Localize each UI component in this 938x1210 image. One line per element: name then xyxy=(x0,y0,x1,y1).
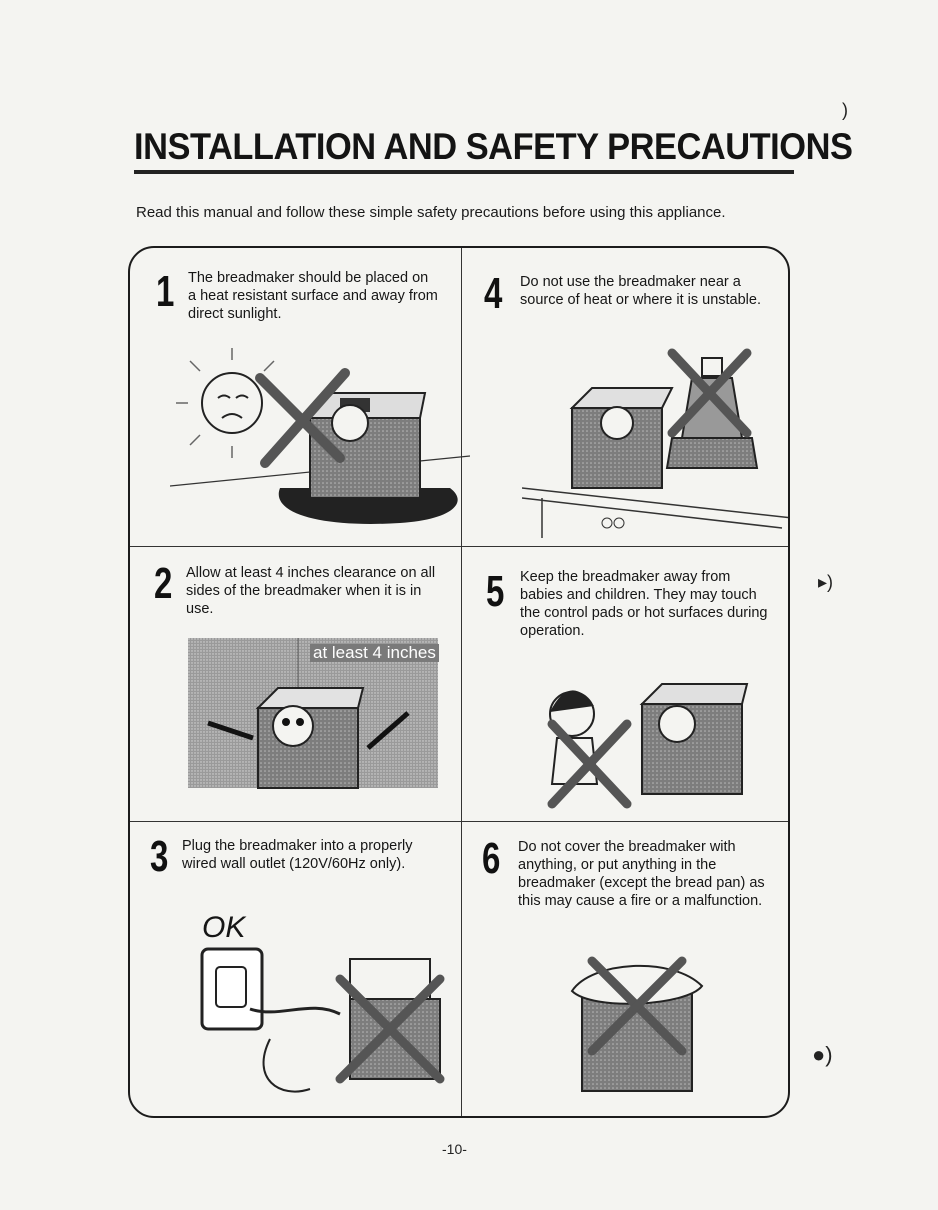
page-number: -10- xyxy=(442,1141,467,1157)
precaution-number: 1 xyxy=(156,267,175,316)
precaution-number: 3 xyxy=(150,832,169,881)
precaution-2 xyxy=(130,546,460,821)
edge-mark-middle: ▸) xyxy=(818,572,834,592)
clearance-callout: at least 4 inches xyxy=(310,644,439,662)
precaution-4 xyxy=(462,248,790,538)
precaution-number: 5 xyxy=(486,567,505,616)
precautions-frame xyxy=(128,246,790,1118)
breadmaker-icon xyxy=(642,684,747,794)
breadmaker-icon xyxy=(572,388,672,488)
precaution-5 xyxy=(462,546,790,821)
heater-illustration xyxy=(522,338,790,538)
precaution-text: Plug the breadmaker into a properly wired wall outlet (120V/60Hz only). xyxy=(182,838,413,872)
breadmaker-icon xyxy=(572,966,702,1091)
title-rule xyxy=(134,170,794,174)
precaution-text: Do not cover the breadmaker with anything, or put anything in the breadmaker (except the bread pan) as this may cause a fire or a malfunction. xyxy=(518,839,765,909)
page-title: INSTALLATION AND SAFETY PRECAUTIONS xyxy=(134,126,853,167)
child-illustration xyxy=(532,654,762,814)
intro-text: Read this manual and follow these simple safety precautions before using this appliance. xyxy=(136,204,726,221)
wall-outlet-illustration xyxy=(190,939,460,1109)
precaution-3 xyxy=(130,821,460,1118)
clearance-illustration xyxy=(188,638,438,798)
precaution-text: Allow at least 4 inches clearance on all sides of the breadmaker when it is in use. xyxy=(186,565,436,617)
precaution-6 xyxy=(462,821,790,1118)
covered-illustration xyxy=(552,951,722,1111)
edge-mark-bottom: ●) xyxy=(812,1042,833,1067)
precaution-text: Do not use the breadmaker near a source of heat or where it is unstable. xyxy=(520,274,761,308)
sun-breadmaker-illustration xyxy=(170,338,470,538)
precaution-1 xyxy=(130,248,460,538)
ok-callout: OK xyxy=(202,911,246,944)
breadmaker-icon xyxy=(258,688,363,788)
sun-icon xyxy=(176,348,274,458)
outlet-icon xyxy=(202,949,262,1029)
edge-mark-top: ) xyxy=(842,100,848,120)
precaution-number: 6 xyxy=(482,834,501,883)
heater-icon xyxy=(667,358,757,468)
precaution-number: 4 xyxy=(484,269,503,318)
precaution-number: 2 xyxy=(154,559,173,608)
precaution-text: The breadmaker should be placed on a heat resistant surface and away from direct sunlight. xyxy=(188,270,438,322)
precaution-text: Keep the breadmaker away from babies and children. They may touch the control pads or hot surfaces during operation. xyxy=(520,569,768,639)
